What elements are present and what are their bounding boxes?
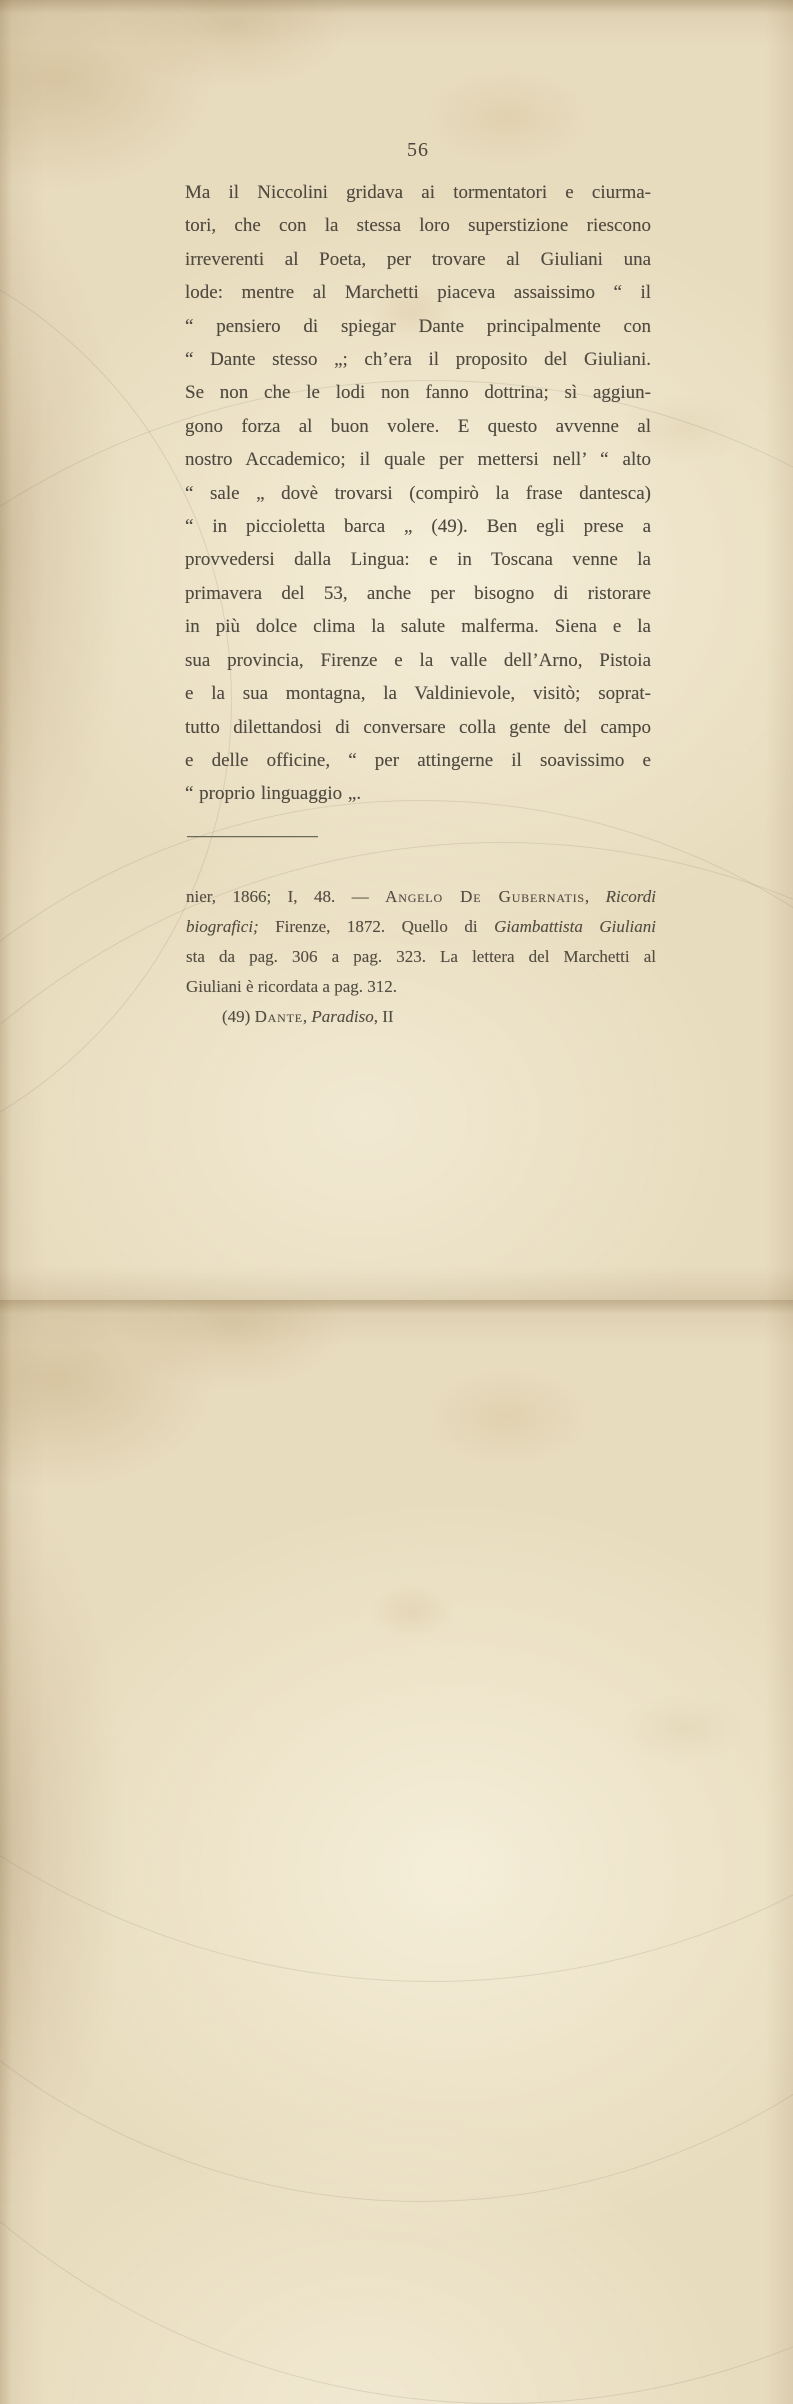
text-line: Se non che le lodi non fanno dottrina; sì aggiun- (185, 382, 651, 404)
text-line: Ma il Niccolini gridava ai tormentatori e ciurma- (185, 182, 651, 203)
footnote-text: Firenze, 1872. Quello di (258, 917, 495, 936)
text-line: tori, che con la stessa loro superstizione riescono (185, 215, 651, 237)
text-line: lode: mentre al Marchetti piaceva assaissimo “ il (185, 282, 651, 304)
footnote-text: , (302, 1007, 312, 1026)
footnote-line (186, 972, 656, 1002)
text-line: “ Dante stesso „; ch’era il proposito del Giuliani. (185, 349, 651, 371)
text-line: provvedersi dalla Lingua: e in Toscana venne la (185, 549, 651, 571)
footnote-book-title: Ricordi (605, 887, 657, 906)
text-line: in più dolce clima la salute malferma. Siena e la (185, 616, 651, 638)
footnote-line (186, 882, 656, 912)
text-line: “ in piccioletta barca „ (49). Ben egli prese a (185, 516, 651, 538)
footnote-book-title: Paradiso (311, 1007, 374, 1026)
footnote-text: , (584, 887, 606, 906)
footnote-line (186, 912, 656, 942)
text-line: e delle officine, “ per attingerne il soavissimo e (185, 749, 651, 771)
page-number: 56 (407, 139, 429, 161)
footnote-line (186, 942, 656, 972)
text-line: sua provincia, Firenze e la valle dell’Arno, Pistoia (185, 649, 651, 671)
footnote-smallcaps-name: Dante (254, 1007, 303, 1026)
footnote-reference-number: (49) (222, 1007, 255, 1026)
footnote-line (186, 1002, 656, 1032)
text-line: “ sale „ dovè trovarsi (compirò la frase dantesca) (185, 482, 651, 504)
text-line: “ proprio linguaggio „. (185, 783, 362, 805)
text-line: e la sua montagna, la Valdinievole, visitò; soprat- (185, 683, 651, 705)
footnote-text: , II (373, 1007, 394, 1026)
footnote-text: nier, 1866; I, 48. — (186, 887, 386, 906)
text-line: “ pensiero di spiegar Dante principalmente con (185, 315, 651, 337)
footnote-text: Giuliani è ricordata a pag. 312. (186, 977, 398, 996)
text-line: nostro Accademico; il quale per mettersi nell’ “ alto (185, 449, 651, 471)
footnote-book-title: biografici; (186, 917, 259, 936)
main-text-block (185, 176, 651, 811)
footnote-book-title: Giambattista Giuliani (494, 917, 656, 936)
text-line: gono forza al buon volere. E questo avvenne al (185, 415, 651, 437)
text-line: primavera del 53, anche per bisogno di ristorare (185, 582, 651, 604)
footnote-text: sta da pag. 306 a pag. 323. La lettera del Marchetti al (186, 947, 656, 966)
text-line: tutto dilettandosi di conversare colla gente del campo (185, 716, 651, 738)
footnote-smallcaps-name: Angelo De Gubernatis (385, 887, 585, 906)
text-line: irreverenti al Poeta, per trovare al Giuliani una (185, 248, 651, 270)
footnote-block (186, 882, 656, 1032)
emboss-arc (0, 842, 793, 2404)
footnote-separator (187, 836, 318, 837)
